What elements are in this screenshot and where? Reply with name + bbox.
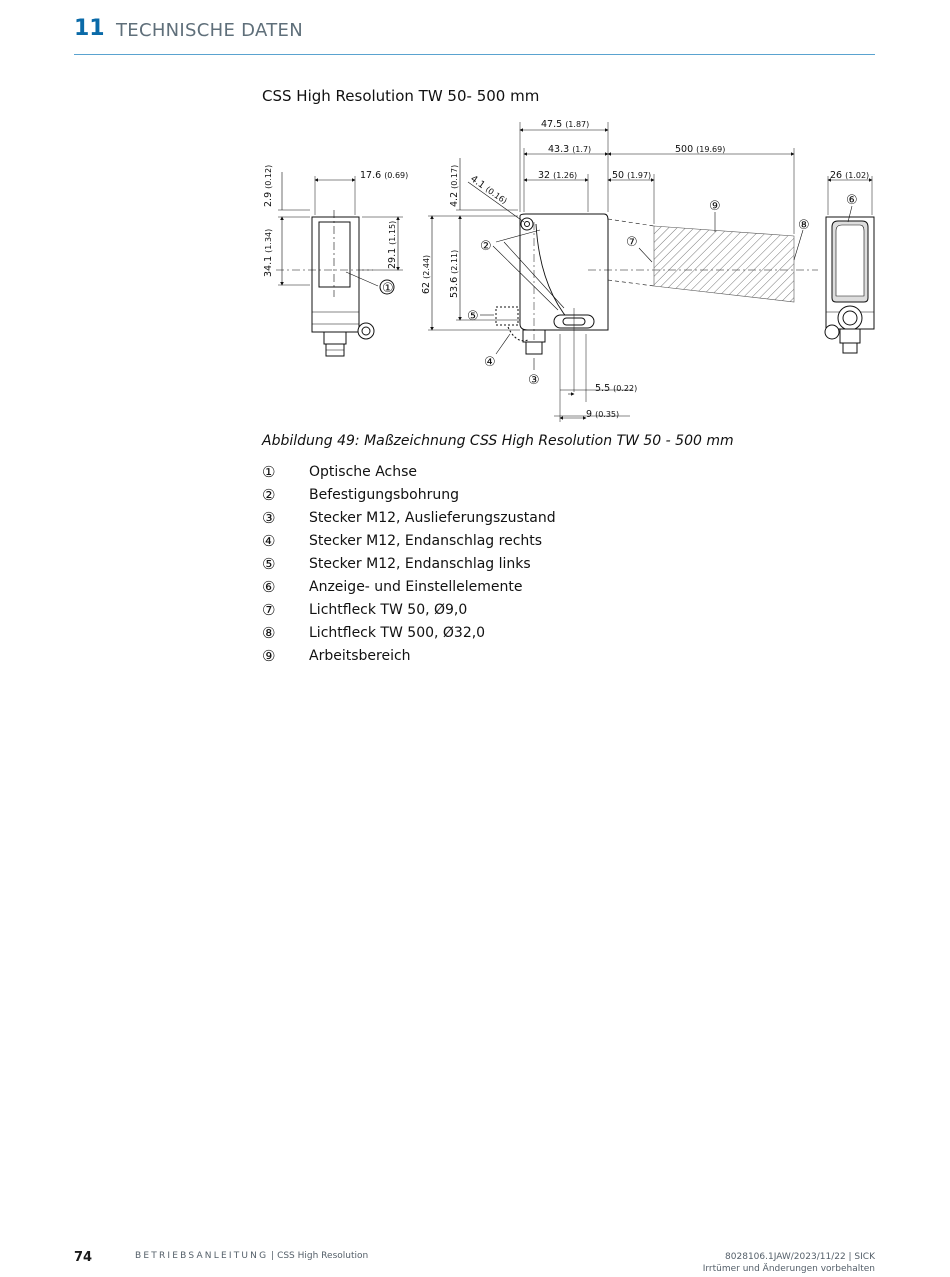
side-view xyxy=(428,122,818,422)
legend-text: Befestigungsbohrung xyxy=(309,486,459,503)
legend-number: ① xyxy=(262,462,276,481)
legend-item xyxy=(262,598,556,621)
callout-9: ⑨ xyxy=(709,199,721,214)
legend-number: ⑤ xyxy=(262,554,276,573)
legend-item xyxy=(262,644,556,667)
page-header xyxy=(74,14,875,55)
legend-number: ⑧ xyxy=(262,623,276,642)
legend-text: Stecker M12, Auslieferungszustand xyxy=(309,509,556,526)
dim-9: 9 (0.35) xyxy=(586,409,620,420)
chapter-number: 11 xyxy=(74,16,105,41)
dim-5-5: 5.5 (0.22) xyxy=(595,383,638,394)
dim-50: 50 (1.97) xyxy=(612,170,652,181)
page-number: 74 xyxy=(74,1250,93,1265)
figure-caption: Abbildung 49: Maßzeichnung CSS High Resolution TW 50 - 500 mm xyxy=(262,433,734,449)
legend-item xyxy=(262,552,556,575)
legend-number: ⑨ xyxy=(262,646,276,665)
dim-62: 62 (2.44) xyxy=(421,254,432,294)
footer-separator: | xyxy=(268,1251,278,1261)
legend-item xyxy=(262,621,556,644)
legend-text: Anzeige- und Einstellelemente xyxy=(309,578,523,595)
legend-item xyxy=(262,506,556,529)
rear-view-labels xyxy=(830,170,869,208)
legend-text: Arbeitsbereich xyxy=(309,647,411,664)
front-view xyxy=(276,172,403,356)
dim-4-2: 4.2 (0.17) xyxy=(449,164,460,207)
footer-document-type xyxy=(135,1251,368,1261)
dim-34-1: 34.1 (1.34) xyxy=(263,228,274,277)
dimension-drawing xyxy=(258,112,898,428)
footer-product: CSS High Resolution xyxy=(277,1251,369,1261)
dim-26: 26 (1.02) xyxy=(830,170,870,181)
legend-item xyxy=(262,529,556,552)
callout-5: ⑤ xyxy=(467,309,479,324)
callout-1: ① xyxy=(382,281,394,296)
legend-text: Stecker M12, Endanschlag links xyxy=(309,555,531,572)
legend-text: Lichtfleck TW 50, Ø9,0 xyxy=(309,601,468,618)
callout-4: ④ xyxy=(484,355,496,370)
legend-item xyxy=(262,460,556,483)
dim-53-6: 53.6 (2.11) xyxy=(449,249,460,298)
legend-text: Optische Achse xyxy=(309,463,418,480)
legend-number: ④ xyxy=(262,531,276,550)
legend-item xyxy=(262,575,556,598)
legend-item xyxy=(262,483,556,506)
chapter-title: TECHNISCHE DATEN xyxy=(116,20,303,41)
legend-text: Stecker M12, Endanschlag rechts xyxy=(309,532,543,549)
legend-number: ⑥ xyxy=(262,577,276,596)
dim-2-9: 2.9 (0.12) xyxy=(263,164,274,207)
legend-number: ② xyxy=(262,485,276,504)
footer-right xyxy=(703,1251,875,1275)
callout-6: ⑥ xyxy=(846,193,858,208)
callout-7: ⑦ xyxy=(626,235,638,250)
legend-list xyxy=(262,460,556,667)
dim-32: 32 (1.26) xyxy=(538,170,578,181)
dim-29-1: 29.1 (1.15) xyxy=(387,220,398,269)
dim-47-5: 47.5 (1.87) xyxy=(541,119,590,130)
legend-text: Lichtfleck TW 500, Ø32,0 xyxy=(309,624,486,641)
dim-43-3: 43.3 (1.7) xyxy=(548,144,592,155)
legend-number: ⑦ xyxy=(262,600,276,619)
callout-8: ⑧ xyxy=(798,218,810,233)
figure-title: CSS High Resolution TW 50- 500 mm xyxy=(262,87,540,105)
legend-number: ③ xyxy=(262,508,276,527)
dim-4-1: 4.1 (0.16) xyxy=(468,173,509,206)
dim-17-6: 17.6 (0.69) xyxy=(360,170,409,181)
callout-3: ③ xyxy=(528,373,540,388)
footer-doc-type: BETRIEBSANLEITUNG xyxy=(135,1251,269,1261)
dim-500: 500 (19.69) xyxy=(675,144,726,155)
callout-2: ② xyxy=(480,239,492,254)
footer-disclaimer: Irrtümer und Änderungen vorbehalten xyxy=(702,1264,875,1274)
footer-doc-id: 8028106.1JAW/2023/11/22 | SICK xyxy=(725,1252,875,1262)
